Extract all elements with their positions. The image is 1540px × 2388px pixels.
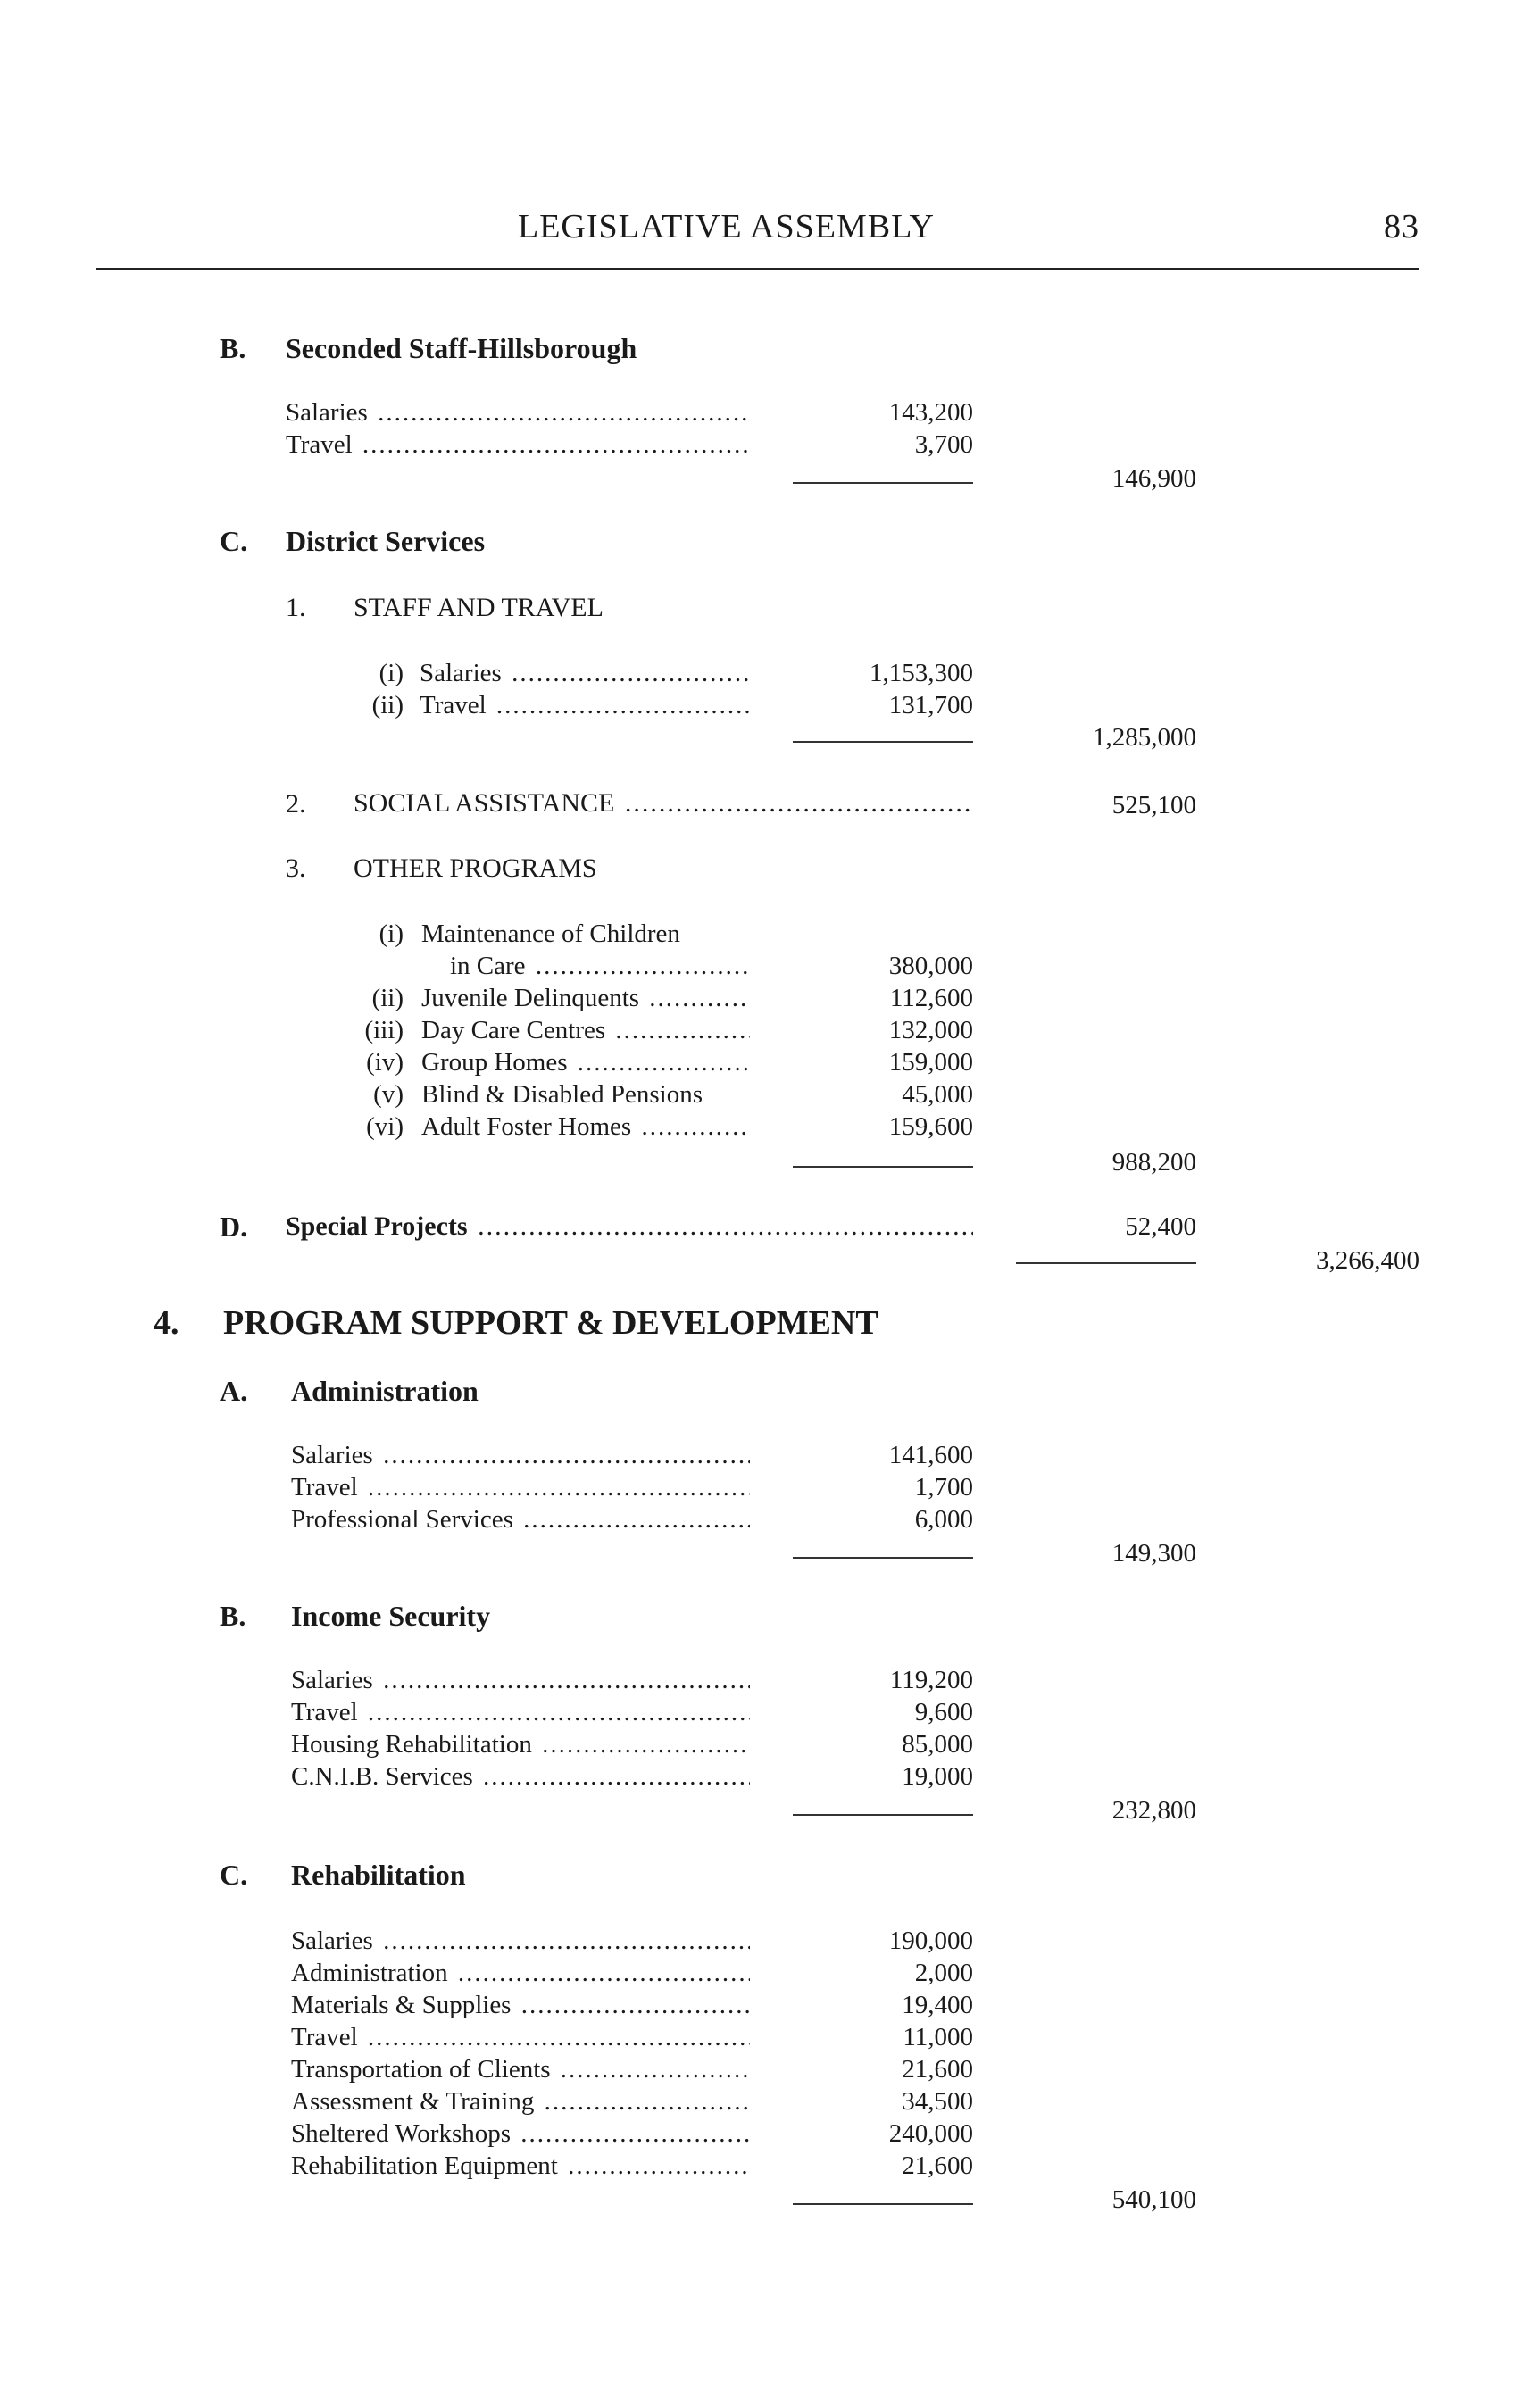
line-item bbox=[291, 1925, 750, 1957]
subtotal: 232,800 bbox=[1111, 1796, 1196, 1825]
section-title: Special Projects bbox=[286, 1211, 468, 1241]
item-label: Adult Foster Homes bbox=[421, 1112, 632, 1141]
item-amount: 1,700 bbox=[914, 1473, 973, 1502]
section-title: Rehabilitation bbox=[291, 1859, 466, 1891]
program-number: 1. bbox=[286, 593, 306, 622]
item-amount: 3,700 bbox=[914, 430, 973, 459]
item-amount: 112,600 bbox=[889, 984, 973, 1012]
item-label: Salaries bbox=[291, 1441, 373, 1469]
item-amount: 1,153,300 bbox=[870, 659, 973, 687]
line-item bbox=[291, 1957, 750, 1989]
line-item bbox=[291, 1989, 750, 2021]
roman-numeral: (iv) bbox=[366, 1048, 404, 1077]
item-label: Sheltered Workshops bbox=[291, 2119, 512, 2148]
line-item bbox=[420, 689, 750, 721]
section-letter: A. bbox=[220, 1375, 248, 1407]
sum-rule bbox=[793, 482, 973, 484]
sum-rule bbox=[793, 741, 973, 743]
program-number: 3. bbox=[286, 853, 306, 883]
line-item bbox=[286, 396, 1178, 429]
line-item bbox=[291, 2053, 750, 2085]
item-label: in Care bbox=[450, 952, 526, 980]
item-amount: 85,000 bbox=[902, 1730, 973, 1759]
item-amount: 159,000 bbox=[888, 1048, 973, 1077]
item-amount: 9,600 bbox=[914, 1698, 973, 1727]
subtotal: 146,900 bbox=[1111, 464, 1196, 493]
roman-numeral: (iii) bbox=[364, 1016, 404, 1044]
line-item bbox=[291, 1439, 750, 1471]
section-letter: D. bbox=[220, 1211, 248, 1243]
subtotal: 149,300 bbox=[1111, 1539, 1196, 1568]
item-label: Travel bbox=[420, 691, 487, 720]
roman-numeral: (v) bbox=[373, 1080, 404, 1109]
program-title: STAFF AND TRAVEL bbox=[354, 593, 604, 622]
section-title: Seconded Staff-Hillsborough bbox=[286, 332, 637, 364]
line-item bbox=[291, 1503, 750, 1535]
grand-total: 3,266,400 bbox=[1316, 1246, 1419, 1275]
section-letter: B. bbox=[220, 332, 246, 364]
line-item bbox=[420, 657, 750, 689]
subtotal: 540,100 bbox=[1111, 2185, 1196, 2214]
item-label: Professional Services bbox=[291, 1505, 513, 1534]
program-title: SOCIAL ASSISTANCE bbox=[354, 788, 615, 818]
subtotal: 988,200 bbox=[1111, 1148, 1196, 1177]
line-item bbox=[421, 1046, 750, 1078]
item-amount: 19,000 bbox=[902, 1762, 973, 1791]
page-title: LEGISLATIVE ASSEMBLY bbox=[518, 208, 935, 245]
line-item bbox=[291, 1760, 750, 1793]
section-letter: B. bbox=[220, 1600, 246, 1632]
item-label: Juvenile Delinquents bbox=[421, 984, 640, 1012]
line-item bbox=[291, 2150, 750, 2182]
section-title: District Services bbox=[286, 525, 486, 557]
line-item bbox=[291, 1728, 750, 1760]
item-amount: 119,200 bbox=[889, 1666, 973, 1694]
section-heading: PROGRAM SUPPORT & DEVELOPMENT bbox=[223, 1304, 878, 1342]
item-label: Administration bbox=[291, 1959, 448, 1987]
item-label: Housing Rehabilitation bbox=[291, 1730, 532, 1759]
subtotal: 525,100 bbox=[1111, 791, 1196, 820]
item-label: Group Homes bbox=[421, 1048, 568, 1077]
item-label: Rehabilitation Equipment bbox=[291, 2151, 558, 2180]
item-amount: 131,700 bbox=[888, 691, 973, 720]
item-label: Travel bbox=[291, 1698, 358, 1727]
roman-numeral: (vi) bbox=[366, 1112, 404, 1141]
line-item bbox=[421, 1111, 750, 1143]
item-amount: 21,600 bbox=[902, 2055, 973, 2084]
item-label: Salaries bbox=[291, 1666, 373, 1694]
item-amount: 11,000 bbox=[903, 2023, 973, 2051]
section-letter: C. bbox=[220, 1859, 248, 1891]
item-label: Salaries bbox=[420, 659, 502, 687]
roman-numeral: (i) bbox=[379, 659, 404, 687]
item-amount: 141,600 bbox=[888, 1441, 973, 1469]
section-letter: C. bbox=[220, 525, 248, 557]
line-item bbox=[291, 2085, 750, 2118]
line-item bbox=[286, 1211, 973, 1243]
item-amount: 159,600 bbox=[888, 1112, 973, 1141]
item-label: Salaries bbox=[286, 398, 368, 427]
section-title: Income Security bbox=[291, 1600, 491, 1632]
line-item bbox=[421, 1014, 750, 1046]
line-item bbox=[291, 2021, 750, 2053]
section-number: 4. bbox=[154, 1304, 179, 1342]
line-item bbox=[291, 2118, 750, 2150]
line-item bbox=[291, 1471, 750, 1503]
page-number: 83 bbox=[1384, 208, 1419, 245]
line-item bbox=[291, 1696, 750, 1728]
sum-rule bbox=[793, 1166, 973, 1168]
item-label-line1: Maintenance of Children bbox=[421, 919, 680, 948]
line-item bbox=[354, 787, 973, 820]
sum-rule bbox=[1016, 1262, 1196, 1264]
item-amount: 45,000 bbox=[902, 1080, 973, 1109]
line-item bbox=[421, 982, 750, 1014]
item-label: Transportation of Clients bbox=[291, 2055, 551, 2084]
sum-rule bbox=[793, 2203, 973, 2205]
item-amount: 21,600 bbox=[902, 2151, 973, 2180]
item-amount: 190,000 bbox=[888, 1926, 973, 1955]
item-label: Assessment & Training bbox=[291, 2087, 535, 2116]
item-label: Day Care Centres bbox=[421, 1016, 606, 1044]
item-amount: 240,000 bbox=[888, 2119, 973, 2148]
item-label: C.N.I.B. Services bbox=[291, 1762, 473, 1791]
item-amount: 132,000 bbox=[888, 1016, 973, 1044]
item-amount: 143,200 bbox=[888, 398, 973, 427]
line-item bbox=[291, 1664, 750, 1696]
item-amount: 2,000 bbox=[914, 1959, 973, 1987]
item-label: Salaries bbox=[291, 1926, 373, 1955]
roman-numeral: (ii) bbox=[371, 691, 404, 720]
line-item bbox=[286, 429, 750, 461]
item-label: Blind & Disabled Pensions bbox=[421, 1080, 703, 1109]
item-label: Travel bbox=[291, 2023, 358, 2051]
header-rule bbox=[96, 268, 1419, 270]
section-title: Administration bbox=[291, 1375, 479, 1407]
item-label: Travel bbox=[286, 430, 353, 459]
program-title: OTHER PROGRAMS bbox=[354, 853, 597, 883]
line-item bbox=[450, 950, 750, 982]
item-label: Travel bbox=[291, 1473, 358, 1502]
sum-rule bbox=[793, 1557, 973, 1559]
item-amount: 6,000 bbox=[914, 1505, 973, 1534]
subtotal: 52,400 bbox=[1125, 1212, 1196, 1241]
sum-rule bbox=[793, 1814, 973, 1816]
roman-numeral: (i) bbox=[379, 919, 404, 948]
item-amount: 19,400 bbox=[902, 1991, 973, 2019]
item-amount: 380,000 bbox=[888, 952, 973, 980]
program-number: 2. bbox=[286, 789, 306, 819]
item-amount: 34,500 bbox=[902, 2087, 973, 2116]
subtotal: 1,285,000 bbox=[1093, 723, 1196, 752]
roman-numeral: (ii) bbox=[371, 984, 404, 1012]
item-label: Materials & Supplies bbox=[291, 1991, 512, 2019]
